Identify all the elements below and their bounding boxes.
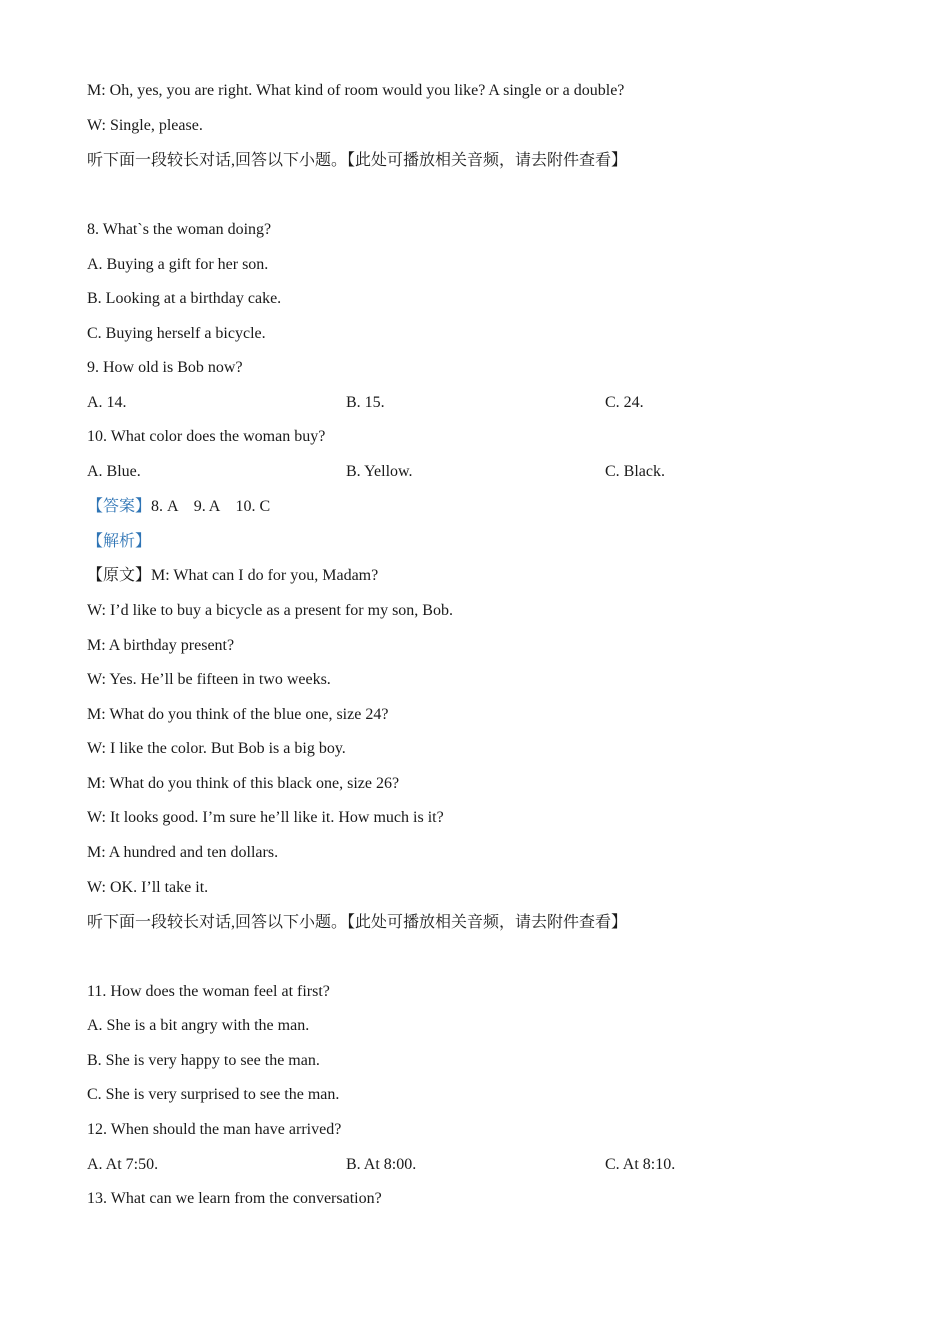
transcript-line: M: What can I do for you, Madam? bbox=[151, 567, 379, 584]
listen-instruction: 听下面一段较长对话,回答以下小题。【此处可播放相关音频，请去附件查看】 bbox=[87, 914, 628, 931]
transcript-line: W: Yes. He’ll be fifteen in two weeks. bbox=[87, 671, 331, 688]
analysis-tag: 【解析】 bbox=[87, 533, 152, 550]
option-10a: A. Blue. bbox=[87, 463, 141, 480]
option-11a: A. She is a bit angry with the man. bbox=[87, 1017, 310, 1034]
answer-tag: 【答案】 bbox=[87, 498, 152, 515]
transcript-line: M: A birthday present? bbox=[87, 637, 235, 654]
question-12: 12. When should the man have arrived? bbox=[87, 1121, 342, 1138]
answer-text: 8. A 9. A 10. C bbox=[151, 498, 271, 515]
transcript-line: W: It looks good. I’m sure he’ll like it. How much is it? bbox=[87, 809, 444, 826]
option-9a: A. 14. bbox=[87, 394, 127, 411]
option-10b: B. Yellow. bbox=[346, 463, 413, 480]
question-8: 8. What`s the woman doing? bbox=[87, 221, 272, 238]
option-9c: C. 24. bbox=[605, 394, 644, 411]
dialog-line: W: Single, please. bbox=[87, 117, 203, 134]
option-11b: B. She is very happy to see the man. bbox=[87, 1052, 320, 1069]
option-11c: C. She is very surprised to see the man. bbox=[87, 1086, 340, 1103]
transcript-line: M: What do you think of the blue one, size 24? bbox=[87, 706, 389, 723]
question-11: 11. How does the woman feel at first? bbox=[87, 983, 330, 1000]
answer-line bbox=[87, 497, 270, 517]
option-9b: B. 15. bbox=[346, 394, 385, 411]
transcript-line: W: I like the color. But Bob is a big boy. bbox=[87, 740, 346, 757]
question-13: 13. What can we learn from the conversation? bbox=[87, 1190, 382, 1207]
transcript-line: W: OK. I’ll take it. bbox=[87, 879, 209, 896]
option-12c: C. At 8:10. bbox=[605, 1156, 676, 1173]
option-8c: C. Buying herself a bicycle. bbox=[87, 325, 266, 342]
option-10c: C. Black. bbox=[605, 463, 665, 480]
option-12a: A. At 7:50. bbox=[87, 1156, 159, 1173]
dialog-line: M: Oh, yes, you are right. What kind of room would you like? A single or a double? bbox=[87, 82, 625, 99]
transcript-line: M: What do you think of this black one, size 26? bbox=[87, 775, 400, 792]
question-9: 9. How old is Bob now? bbox=[87, 359, 243, 376]
transcript-line: W: I’d like to buy a bicycle as a present for my son, Bob. bbox=[87, 602, 453, 619]
question-10: 10. What color does the woman buy? bbox=[87, 428, 326, 445]
listen-instruction: 听下面一段较长对话,回答以下小题。【此处可播放相关音频，请去附件查看】 bbox=[87, 152, 628, 169]
original-line bbox=[87, 566, 378, 586]
option-8b: B. Looking at a birthday cake. bbox=[87, 290, 282, 307]
transcript-line: M: A hundred and ten dollars. bbox=[87, 844, 279, 861]
original-tag: 【原文】 bbox=[87, 567, 152, 584]
option-12b: B. At 8:00. bbox=[346, 1156, 417, 1173]
option-8a: A. Buying a gift for her son. bbox=[87, 256, 269, 273]
